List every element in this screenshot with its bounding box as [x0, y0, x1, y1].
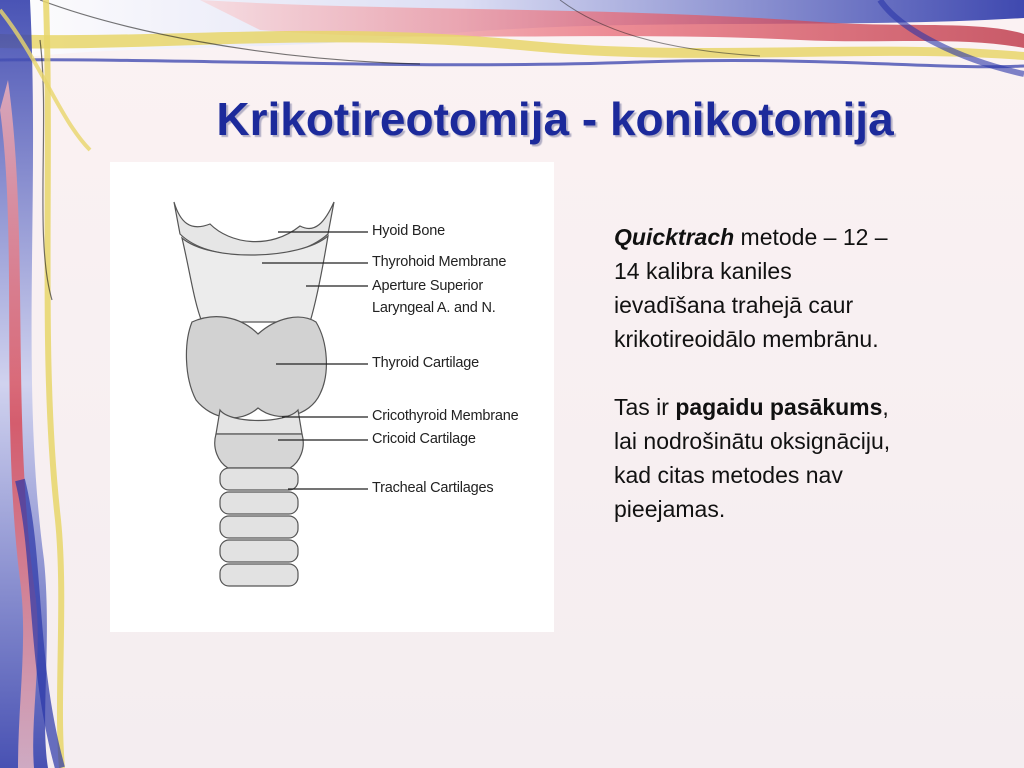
paragraph1-line2: 14 kalibra kaniles — [614, 258, 792, 284]
slide-body-text — [614, 220, 974, 560]
larynx-illustration — [110, 162, 554, 632]
label-tracheal-cartilages: Tracheal Cartilages — [372, 480, 494, 496]
label-thyrohoid-membrane: Thyrohoid Membrane — [372, 254, 507, 270]
paragraph2-lead: Tas ir — [614, 394, 676, 420]
label-laryngeal: Laryngeal A. and N. — [372, 300, 496, 316]
emphasis-quicktrach: Quicktrach — [614, 224, 735, 250]
slide-title: Krikotireotomija - konikotomija — [216, 93, 894, 145]
paragraph-quicktrach — [614, 220, 974, 356]
tracheal-ring — [220, 540, 298, 562]
paragraph1-line4: krikotireoidālo membrānu. — [614, 326, 879, 352]
paragraph2-line4: pieejamas. — [614, 496, 726, 522]
paragraph-temporary-measure — [614, 390, 974, 526]
paragraph2-line3: kad citas metodes nav — [614, 462, 843, 488]
paragraph2-comma: , — [882, 394, 889, 420]
tracheal-ring — [220, 492, 298, 514]
emphasis-temporary-measure: pagaidu pasākums — [675, 394, 883, 420]
tracheal-ring — [220, 468, 298, 490]
paragraph1-line3: ievadīšana trahejā caur — [614, 292, 854, 318]
label-thyroid-cartilage: Thyroid Cartilage — [372, 355, 480, 371]
tracheal-ring — [220, 564, 298, 586]
label-aperture-superior: Aperture Superior — [372, 278, 484, 294]
label-hyoid-bone: Hyoid Bone — [372, 223, 445, 239]
larynx-diagram — [110, 162, 554, 632]
thyroid-cartilage-shape — [186, 317, 326, 418]
tracheal-ring — [220, 516, 298, 538]
paragraph1-line1-rest: metode – 12 – — [734, 224, 888, 250]
label-cricoid-cartilage: Cricoid Cartilage — [372, 431, 476, 447]
label-cricothyroid-membrane: Cricothyroid Membrane — [372, 408, 519, 424]
cricoid-cartilage-shape — [215, 434, 304, 468]
paragraph2-line2: lai nodrošinātu oksignāciju, — [614, 428, 891, 454]
